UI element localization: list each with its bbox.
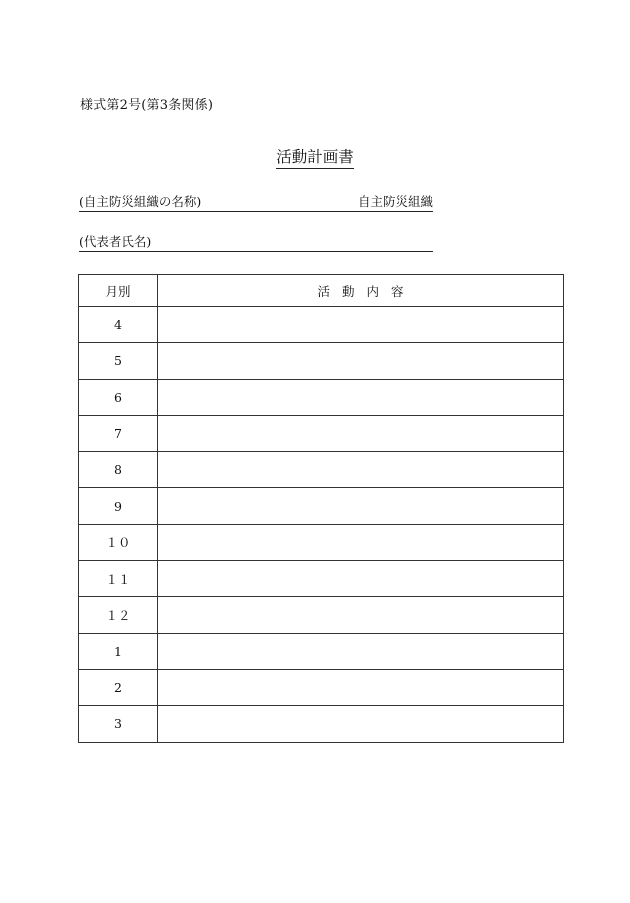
month-cell: 8 <box>79 452 158 488</box>
table-row <box>79 524 564 560</box>
activity-content-cell[interactable] <box>158 633 564 669</box>
month-cell: 9 <box>79 488 158 524</box>
month-cell: １０ <box>79 524 158 560</box>
organization-name-label: (自主防災組織の名称) <box>79 194 202 209</box>
activity-content-cell[interactable] <box>158 415 564 451</box>
table-header-row <box>79 275 564 307</box>
month-cell: 6 <box>79 379 158 415</box>
month-cell: 1 <box>79 633 158 669</box>
month-cell: 4 <box>79 307 158 343</box>
month-cell: 3 <box>79 706 158 742</box>
activity-content-cell[interactable] <box>158 561 564 597</box>
activity-content-cell[interactable] <box>158 706 564 742</box>
table-row <box>79 379 564 415</box>
table-row <box>79 488 564 524</box>
month-cell: 2 <box>79 669 158 705</box>
activity-content-cell[interactable] <box>158 597 564 633</box>
activity-content-cell[interactable] <box>158 488 564 524</box>
month-cell: 7 <box>79 415 158 451</box>
document-title <box>0 145 630 167</box>
table-row <box>79 633 564 669</box>
table-row <box>79 706 564 742</box>
content-column-header-text: 活動内容 <box>317 283 416 299</box>
month-cell: １１ <box>79 561 158 597</box>
month-column-header: 月別 <box>79 275 158 307</box>
table-row <box>79 597 564 633</box>
representative-name-field[interactable] <box>79 232 433 252</box>
form-number: 様式第2号(第3条関係) <box>80 98 214 113</box>
table-row <box>79 307 564 343</box>
activity-content-cell[interactable] <box>158 452 564 488</box>
content-column-header <box>158 275 564 307</box>
activity-content-cell[interactable] <box>158 524 564 560</box>
table-row <box>79 561 564 597</box>
activity-content-cell[interactable] <box>158 669 564 705</box>
organization-name-field[interactable] <box>79 192 433 212</box>
activity-content-cell[interactable] <box>158 307 564 343</box>
activity-content-cell[interactable] <box>158 379 564 415</box>
table-row <box>79 415 564 451</box>
table-row <box>79 343 564 379</box>
organization-suffix: 自主防災組織 <box>357 194 433 209</box>
activity-plan-table <box>78 274 564 743</box>
month-cell: 5 <box>79 343 158 379</box>
activity-content-cell[interactable] <box>158 343 564 379</box>
table-row <box>79 452 564 488</box>
month-cell: １２ <box>79 597 158 633</box>
document-title-text: 活動計画書 <box>276 148 354 169</box>
table-row <box>79 669 564 705</box>
representative-name-label: (代表者氏名) <box>79 234 152 249</box>
